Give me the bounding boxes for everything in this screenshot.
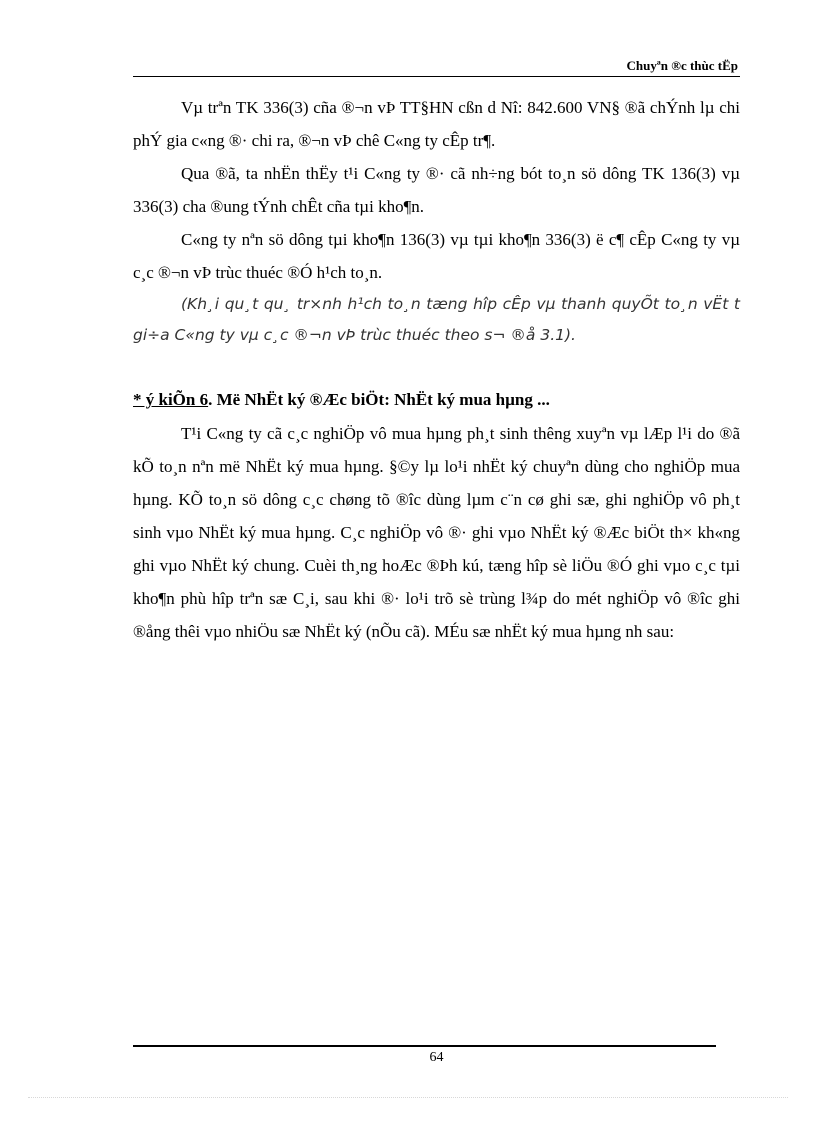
page-number: 64 xyxy=(429,1050,444,1065)
page-bottom-border xyxy=(28,1097,788,1098)
section-heading-prefix: * ý kiÕn 6 xyxy=(133,390,209,409)
section-heading xyxy=(133,383,740,417)
section-body-paragraph: T¹i C«ng ty cã c¸c nghiÖp vô mua hµng ph¸t sinh thêng xuyªn vµ lÆp l¹i do ®ã kÕ to¸n nªn më NhËt ký mua hµng. §©y lµ lo¹i nhËt ký chuyªn dùng cho nghiÖp mua hµng. KÕ to¸n sö dông c¸c chøng tõ ®îc dùng lµm c¨n cø ghi sæ, ghi nghiÖp vô ph¸t sinh vµo NhËt ký mua hµng. C¸c nghiÖp vô ®· ghi vµo NhËt ký ®Æc biÖt th× kh«ng ghi vµo NhËt ký chung. Cuèi th¸ng hoÆc ®Þh kú, tæng hîp sè liÖu ®Ó ghi vµo c¸c tµi kho¶n phù hîp trªn sæ C¸i, sau khi ®· lo¹i trõ sè trùng l¾p do mét nghiÖp vô ®îc ghi ®ång thêi vµo nhiÖu sæ NhËt ký (nÕu cã). MÉu sæ nhËt ký mua hµng nh sau: xyxy=(133,424,740,641)
body-paragraph-2: Qua ®ã, ta nhËn thËy t¹i C«ng ty ®· cã nh÷ng bót to¸n sö dông TK 136(3) vµ 336(3) cha ®ung tÝnh chÊt cña tµi kho¶n. xyxy=(133,164,740,216)
header-rule xyxy=(133,76,740,77)
page-body xyxy=(133,91,740,648)
section-heading-title: . Më NhËt ký ®Æc biÖt: NhËt ký mua hµng ... xyxy=(208,390,550,409)
body-paragraph-3: C«ng ty nªn sö dông tµi kho¶n 136(3) vµ tµi kho¶n 336(3) ë c¶ cÊp C«ng ty vµ c¸c ®¬n vÞ trùc thuéc ®Ó h¹ch to¸n. xyxy=(133,230,740,282)
italic-note: (Kh¸i qu¸t qu¸ tr×nh h¹ch to¸n tæng hîp cÊp vµ thanh quyÕt to¸n vËt t gi÷a C«ng ty vµ c¸c ®¬n vÞ trùc thuéc theo s¬ ®å 3.1). xyxy=(133,295,740,344)
footer-rule xyxy=(133,1045,716,1047)
running-header-title: Chuyªn ®c thùc tËp xyxy=(626,58,738,73)
body-paragraph-1: Vµ trªn TK 336(3) cña ®¬n vÞ TT§HN cßn d Nî: 842.600 VN§ ®ã chÝnh lµ chi phÝ gia c«ng ®· chi ra, ®¬n vÞ chê C«ng ty cÊp tr¶. xyxy=(133,98,740,150)
